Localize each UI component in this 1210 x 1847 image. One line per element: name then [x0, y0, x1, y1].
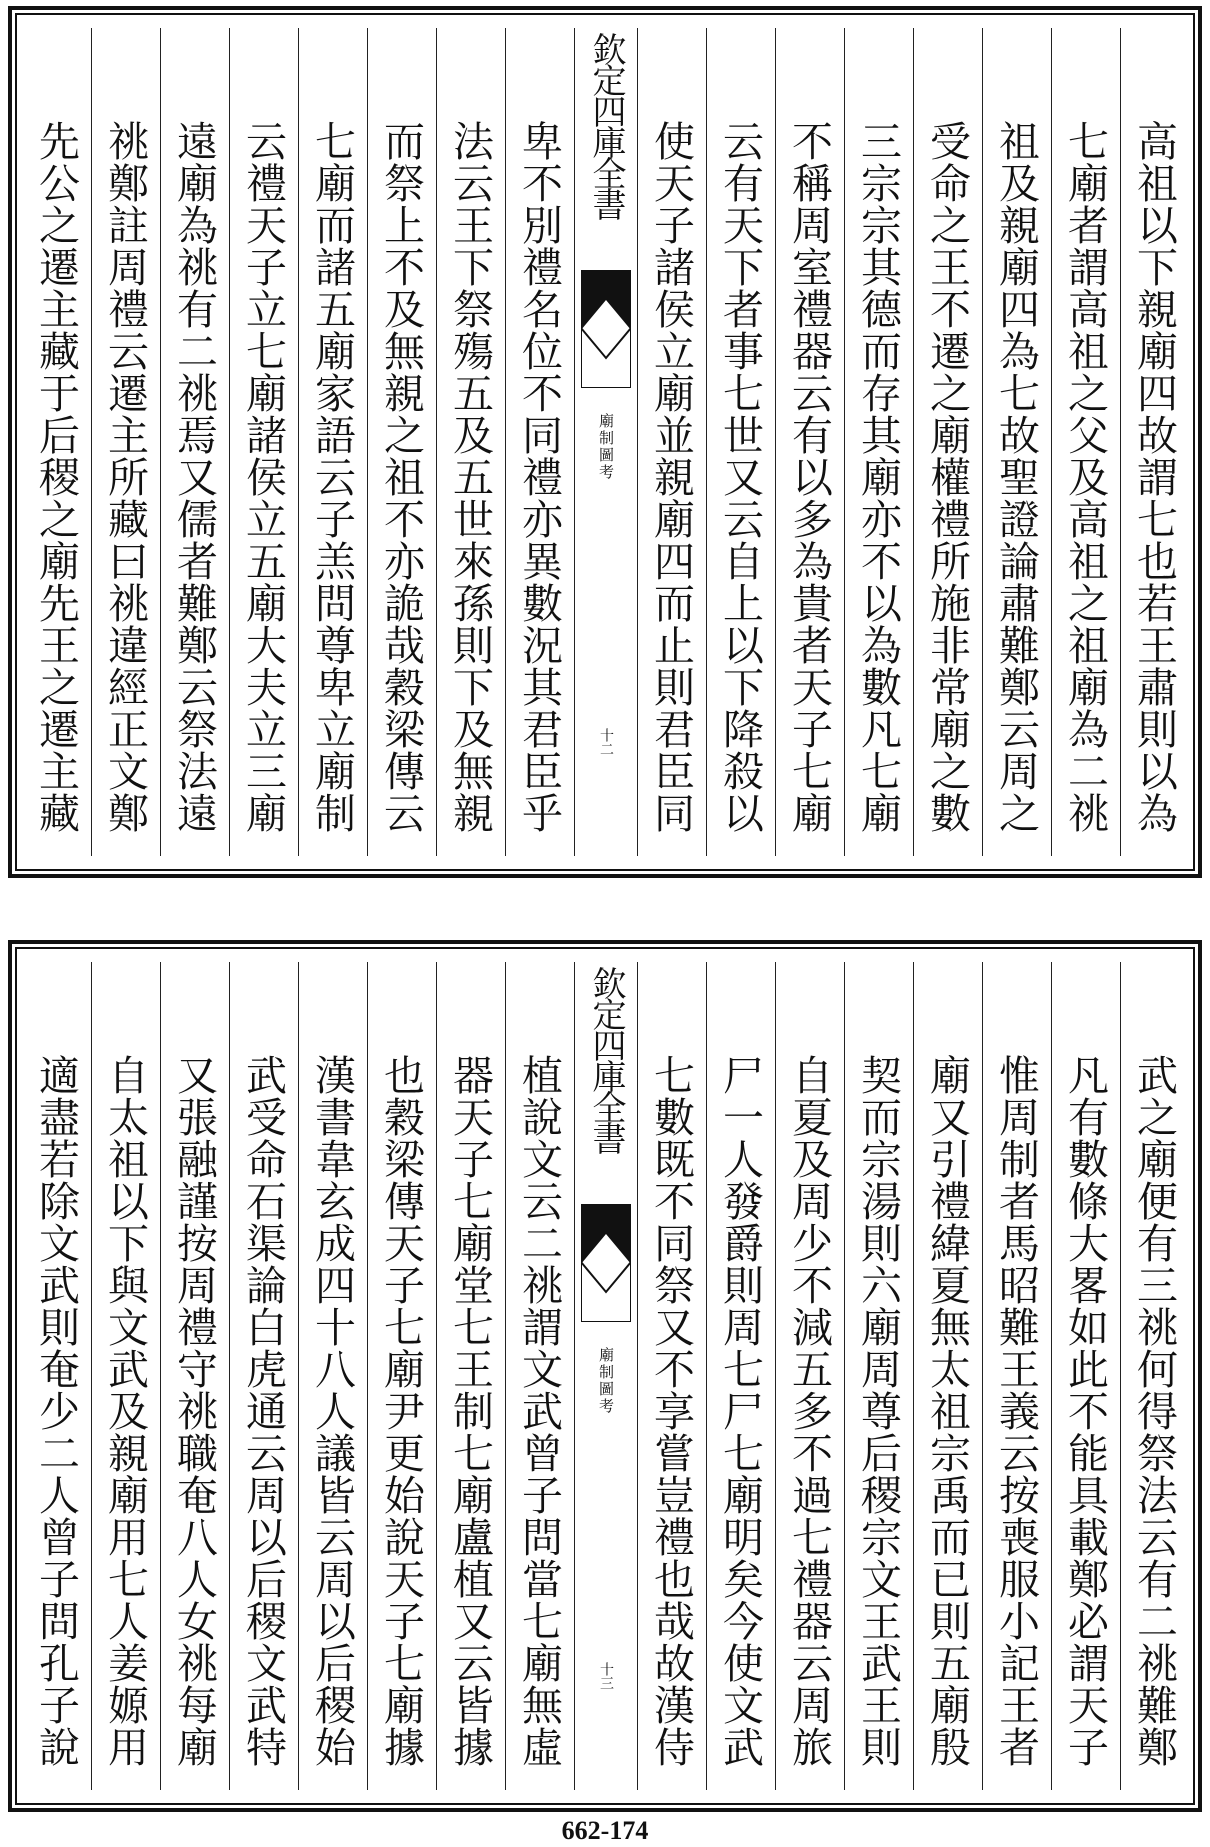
text-column: 自夏及周少不減五多不過七禮器云周旅 — [775, 962, 843, 1790]
text-column: 法云王下祭殤五及五世來孫則下及無親 — [436, 28, 504, 856]
text-column: 祧鄭註周禮云遷主所藏曰祧違經正文鄭 — [91, 28, 159, 856]
text-column: 惟周制者馬昭難王義云按喪服小記王者 — [982, 962, 1050, 1790]
text-column: 廟又引禮緯夏無太祖宗禹而已則五廟殷 — [913, 962, 981, 1790]
footer-page-id: 662-174 — [561, 1816, 649, 1845]
text-column: 凡有數條大畧如此不能具載鄭必謂天子 — [1051, 962, 1119, 1790]
book-spine — [574, 962, 636, 1790]
text-column: 受命之王不遷之廟權禮所施非常廟之數 — [913, 28, 981, 856]
bottom-page-columns — [22, 962, 1188, 1790]
text-column: 七廟而諸五廟家語云子羔問尊卑立廟制 — [298, 28, 366, 856]
text-column: 又張融謹按周禮守祧職奄八人女祧每廟 — [160, 962, 228, 1790]
bottom-page — [8, 940, 1202, 1812]
text-column: 適盡若除文武則奄少二人曾子問孔子說 — [32, 1054, 80, 1768]
text-column: 也穀梁傳天子七廟尹更始說天子七廟據 — [367, 962, 435, 1790]
spine-title: 欽定四庫全書 — [586, 32, 626, 218]
text-column: 卑不別禮名位不同禮亦異數況其君臣乎 — [505, 28, 573, 856]
spine-section-label: 廟制圖考 — [597, 1347, 615, 1415]
book-spine — [574, 28, 636, 856]
text-column: 先公之遷主藏于后稷之廟先王之遷主藏 — [32, 120, 80, 834]
text-column: 高祖以下親廟四故謂七也若王肅則以為 — [1120, 28, 1188, 856]
text-column: 遠廟為祧有二祧焉又儒者難鄭云祭法遠 — [160, 28, 228, 856]
fishtail-lower-icon — [581, 328, 631, 388]
top-page — [8, 6, 1202, 878]
text-column: 漢書韋玄成四十八人議皆云周以后稷始 — [298, 962, 366, 1790]
fishtail-upper-icon — [581, 270, 631, 330]
text-column: 祖及親廟四為七故聖證論肅難鄭云周之 — [982, 28, 1050, 856]
text-column: 而祭上不及無親之祖不亦詭哉穀梁傳云 — [367, 28, 435, 856]
text-column: 契而宗湯則六廟周尊后稷宗文王武王則 — [844, 962, 912, 1790]
text-column: 云禮天子立七廟諸侯立五廟大夫立三廟 — [229, 28, 297, 856]
spine-title: 欽定四庫全書 — [586, 966, 626, 1152]
text-column: 不稱周室禮器云有以多為貴者天子七廟 — [775, 28, 843, 856]
fishtail-lower-icon — [581, 1262, 631, 1322]
top-page-columns — [22, 28, 1188, 856]
text-column: 七數既不同祭又不享嘗豈禮也哉故漢侍 — [637, 962, 705, 1790]
spine-page-number: 十三 — [598, 1662, 614, 1690]
fishtail-upper-icon — [581, 1204, 631, 1264]
text-column: 云有天下者事七世又云自上以下降殺以 — [706, 28, 774, 856]
text-column: 三宗宗其德而存其廟亦不以為數凡七廟 — [844, 28, 912, 856]
text-column: 武之廟便有三祧何得祭法云有二祧難鄭 — [1120, 962, 1188, 1790]
text-column: 器天子七廟堂七王制七廟盧植又云皆據 — [436, 962, 504, 1790]
text-column: 七廟者謂高祖之父及高祖之祖廟為二祧 — [1051, 28, 1119, 856]
text-column: 尸一人發爵則周七尸七廟明矣今使文武 — [706, 962, 774, 1790]
spine-section-label: 廟制圖考 — [597, 413, 615, 481]
text-column: 使天子諸侯立廟並親廟四而止則君臣同 — [637, 28, 705, 856]
text-column: 植說文云二祧謂文武曾子問當七廟無虛 — [505, 962, 573, 1790]
spine-page-number: 十二 — [598, 728, 614, 756]
text-column: 自太祖以下與文武及親廟用七人姜嫄用 — [91, 962, 159, 1790]
text-column: 武受命石渠論白虎通云周以后稷文武特 — [229, 962, 297, 1790]
